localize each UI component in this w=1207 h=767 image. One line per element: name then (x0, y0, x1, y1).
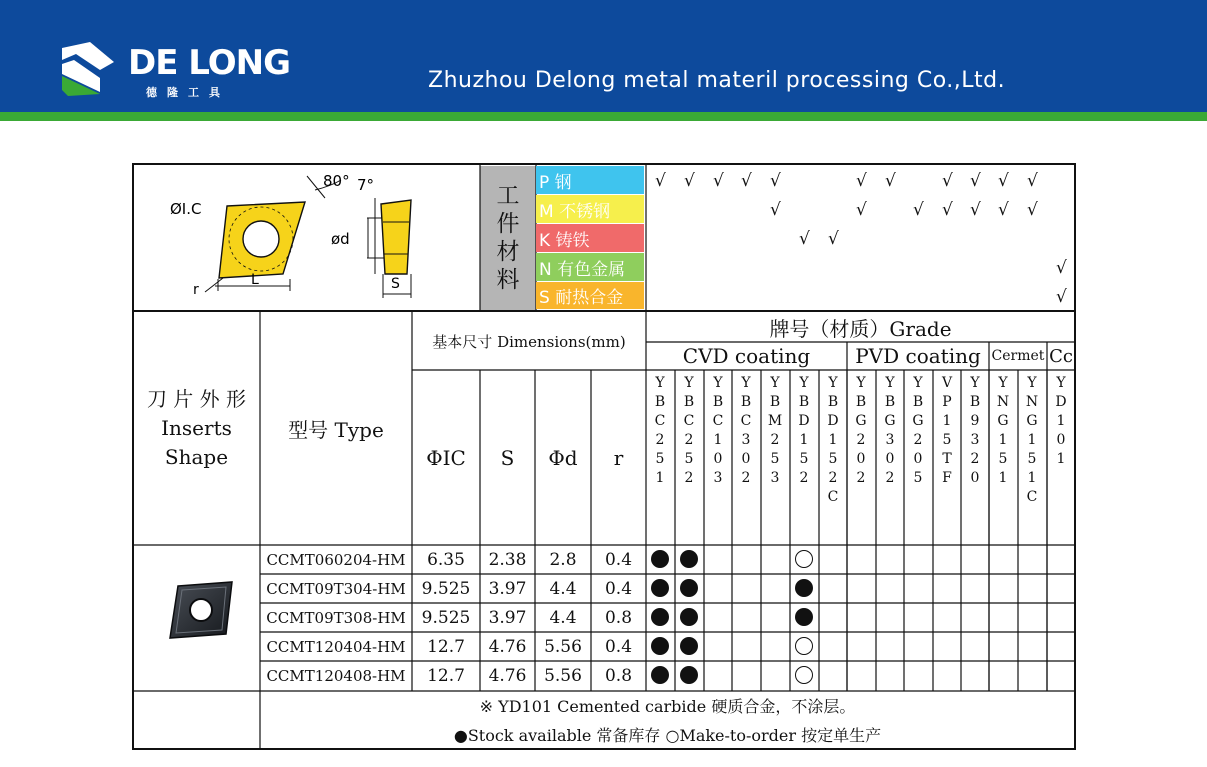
material-check-mark: √ (799, 229, 810, 249)
grade-header-char: B (740, 394, 752, 410)
material-check-mark: √ (885, 171, 896, 191)
dimension-cell-s: 3.97 (488, 578, 527, 599)
make-to-order-circle (795, 550, 813, 568)
grade-header-char: B (912, 394, 924, 410)
grade-header-char: 3 (741, 432, 751, 448)
grade-header-char: D (1055, 394, 1067, 410)
grade-header-char: C (683, 413, 695, 429)
grade-header-char: G (855, 413, 867, 429)
grade-header-char: 2 (684, 470, 694, 486)
grade-header-char: V (941, 375, 953, 391)
grade-header-char: N (996, 394, 1010, 410)
material-n: N 有色金属 (536, 253, 644, 281)
material-check-mark: √ (770, 171, 781, 191)
d-label: ød (331, 230, 350, 248)
angle-label: 80° (323, 172, 350, 190)
grade-header-char: G (912, 413, 924, 429)
grade-header-char: Y (741, 375, 751, 391)
material-check-mark: √ (998, 171, 1009, 191)
grade-header-char: B (855, 394, 867, 410)
insert-photo-icon (168, 580, 234, 640)
grade-header-char: G (1026, 413, 1038, 429)
dimension-header-0: ΦIC (426, 445, 466, 470)
s-label: S (391, 276, 400, 292)
material-check-mark: √ (913, 200, 924, 220)
workpiece-char: 工 (496, 183, 520, 209)
cc-header: Cc (1049, 345, 1073, 367)
material-p: P 钢 (536, 166, 644, 194)
make-to-order-circle (795, 637, 813, 655)
grade-header-char: 2 (741, 470, 751, 486)
material-check-mark: √ (1056, 287, 1067, 307)
stock-available-dot (680, 550, 698, 568)
grade-header-char: 3 (970, 432, 980, 448)
dimensions-header: 基本尺寸 Dimensions(mm) (432, 332, 626, 351)
workpiece-char: 料 (496, 267, 520, 293)
dimension-cell-d: 2.8 (549, 549, 577, 570)
grade-header-char: D (827, 413, 839, 429)
dimension-cell-d: 5.56 (544, 636, 582, 657)
grade-header-char: Y (770, 375, 780, 391)
stock-available-dot (680, 637, 698, 655)
grade-header-char: 1 (1056, 451, 1066, 467)
r-label: r (193, 282, 199, 298)
grade-header-char: Y (684, 375, 694, 391)
grade-header-char: C (1026, 489, 1038, 505)
material-m: M 不锈钢 (536, 195, 644, 223)
dimension-cell-s: 3.97 (488, 607, 527, 628)
model-cell: CCMT120404-HM (266, 637, 406, 656)
stock-available-dot (795, 579, 813, 597)
dimension-cell-r: 0.8 (604, 607, 633, 628)
stock-available-dot (680, 666, 698, 684)
material-check-mark: √ (655, 171, 666, 191)
dimension-header-2: Φd (548, 445, 578, 470)
shape-header-en2: Shape (164, 444, 229, 469)
grade-header-char: C (740, 413, 752, 429)
material-check-mark: √ (998, 200, 1009, 220)
grade-header-char: 0 (885, 451, 895, 467)
grade-header-char: C (654, 413, 666, 429)
grade-header-char: Y (1056, 375, 1066, 391)
stock-available-dot (680, 608, 698, 626)
material-check-mark: √ (1056, 258, 1067, 278)
grade-header-char: 1 (828, 432, 838, 448)
grade-header-char: T (942, 451, 952, 467)
cermet-header: Cermet (991, 348, 1045, 364)
grade-header-char: C (712, 413, 724, 429)
grade-header-char: 1 (998, 432, 1008, 448)
dimension-header-3: r (613, 445, 624, 470)
grade-header-char: 5 (655, 451, 665, 467)
grade-header-char: 0 (741, 451, 751, 467)
grade-header-char: B (969, 394, 981, 410)
dimension-cell-ic: 12.7 (427, 666, 465, 686)
type-header: 型号 Type (288, 417, 384, 442)
grade-header: 牌号（材质）Grade (769, 316, 952, 341)
grade-header-char: 2 (885, 470, 895, 486)
material-s: S 耐热合金 (536, 282, 644, 309)
model-cell: CCMT060204-HM (266, 550, 406, 569)
grade-header-char: G (997, 413, 1009, 429)
grade-header-char: Y (1027, 375, 1037, 391)
grade-header-char: 5 (684, 451, 694, 467)
grade-header-char: 2 (856, 432, 866, 448)
grade-header-char: 1 (655, 470, 665, 486)
note-line-2: ●Stock available 常备库存 ○Make-to-order 按定单生产 (453, 726, 882, 745)
model-cell: CCMT120408-HM (266, 667, 406, 685)
grade-header-char: Y (913, 375, 923, 391)
stock-available-dot (795, 608, 813, 626)
material-check-mark: √ (942, 171, 953, 191)
grade-header-char: Y (713, 375, 723, 391)
company-name: Zhuzhou Delong metal materil processing Co.,Ltd. (428, 68, 1006, 93)
grade-header-char: 0 (913, 451, 923, 467)
grade-header-char: B (798, 394, 810, 410)
logo-text: DE LONG (128, 43, 291, 83)
model-cell: CCMT09T304-HM (266, 579, 406, 598)
grade-header-char: 5 (913, 470, 923, 486)
grade-header-char: 5 (1027, 451, 1037, 467)
grade-header-char: C (827, 489, 839, 505)
dimension-cell-ic: 12.7 (427, 636, 465, 657)
grade-header-char: F (942, 470, 952, 486)
dimension-cell-ic: 6.35 (427, 549, 465, 570)
material-check-mark: √ (684, 171, 695, 191)
grade-header-char: M (767, 413, 783, 429)
dimension-cell-ic: 9.525 (421, 578, 471, 599)
grade-header-char: Y (970, 375, 980, 391)
dimension-cell-d: 4.4 (549, 578, 577, 599)
grade-header-char: 1 (1056, 413, 1066, 429)
stock-available-dot (651, 637, 669, 655)
make-to-order-circle (795, 666, 813, 684)
stock-available-dot (680, 579, 698, 597)
grade-header-char: B (769, 394, 781, 410)
material-check-mark: √ (942, 200, 953, 220)
clearance-label: 7° (357, 176, 375, 194)
grade-header-char: 3 (885, 432, 895, 448)
dimension-cell-d: 4.4 (549, 607, 577, 628)
l-label: L (251, 272, 259, 288)
grade-header-char: B (654, 394, 666, 410)
grade-header-char: 2 (684, 432, 694, 448)
grade-header-char: 2 (828, 470, 838, 486)
ic-label: ØI.C (170, 200, 202, 218)
dimension-cell-d: 5.56 (544, 666, 582, 686)
note-line-1: ※ YD101 Cemented carbide 硬质合金，不涂层。 (479, 697, 856, 716)
material-check-mark: √ (856, 171, 867, 191)
grade-header-char: 0 (713, 451, 723, 467)
stock-available-dot (651, 666, 669, 684)
grade-header-char: Y (998, 375, 1008, 391)
grade-header-char: 2 (970, 451, 980, 467)
dimension-cell-r: 0.8 (604, 666, 633, 686)
grade-header-char: 5 (799, 451, 809, 467)
grade-header-char: 1 (1027, 432, 1037, 448)
grade-header-char: 3 (713, 470, 723, 486)
grade-header-char: B (884, 394, 896, 410)
material-k: K 铸铁 (536, 224, 644, 252)
grade-header-char: 5 (942, 432, 952, 448)
grade-header-char: 1 (1027, 470, 1037, 486)
grade-header-char: 1 (799, 432, 809, 448)
grade-header-char: 9 (970, 413, 980, 429)
material-check-mark: √ (856, 200, 867, 220)
material-check-mark: √ (770, 200, 781, 220)
grade-header-char: 2 (655, 432, 665, 448)
grade-header-char: Y (828, 375, 838, 391)
dimension-header-1: S (500, 445, 515, 470)
grade-header-char: 2 (856, 470, 866, 486)
pvd-coating-header: PVD coating (855, 344, 981, 368)
logo-subtitle: 德隆工具 (146, 86, 230, 99)
workpiece-material-label (480, 166, 536, 310)
model-cell: CCMT09T308-HM (266, 608, 406, 627)
grade-header-char: 2 (799, 470, 809, 486)
material-check-mark: √ (741, 171, 752, 191)
grade-header-char: 5 (770, 451, 780, 467)
material-check-mark: √ (1027, 171, 1038, 191)
stock-available-dot (651, 608, 669, 626)
insert-diagram (135, 166, 477, 310)
dimension-cell-s: 4.76 (488, 636, 527, 657)
grade-header-char: 3 (770, 470, 780, 486)
dimension-cell-r: 0.4 (604, 578, 633, 599)
dimension-cell-s: 2.38 (488, 549, 527, 570)
material-check-mark: √ (828, 229, 839, 249)
grade-header-char: B (712, 394, 724, 410)
grade-header-char: 2 (913, 432, 923, 448)
grade-header-char: 0 (1056, 432, 1066, 448)
workpiece-char: 件 (496, 211, 520, 237)
grade-header-char: G (884, 413, 896, 429)
workpiece-char: 材 (496, 239, 520, 265)
grade-header-char: N (1025, 394, 1039, 410)
grade-header-char: 0 (856, 451, 866, 467)
shape-header-cn: 刀 片 外 形 (146, 386, 247, 411)
grade-header-char: 0 (970, 470, 980, 486)
dimension-cell-r: 0.4 (604, 549, 633, 570)
material-check-mark: √ (970, 171, 981, 191)
stock-available-dot (651, 550, 669, 568)
grade-header-char: D (798, 413, 810, 429)
dimension-cell-r: 0.4 (604, 636, 633, 657)
dimension-cell-s: 4.76 (488, 666, 527, 686)
grade-header-char: 2 (770, 432, 780, 448)
grade-header-char: Y (856, 375, 866, 391)
grade-header-char: 1 (998, 470, 1008, 486)
material-check-mark: √ (970, 200, 981, 220)
grade-header-char: Y (655, 375, 665, 391)
grade-header-char: B (827, 394, 839, 410)
grade-header-char: Y (885, 375, 895, 391)
dimension-cell-ic: 9.525 (421, 607, 471, 628)
grade-header-char: B (683, 394, 695, 410)
material-check-mark: √ (1027, 200, 1038, 220)
shape-header-en1: Inserts (161, 415, 232, 440)
grade-header-char: P (942, 394, 952, 410)
grade-header-char: 1 (942, 413, 952, 429)
shape-header (133, 312, 260, 544)
material-check-mark: √ (713, 171, 724, 191)
cvd-coating-header: CVD coating (682, 344, 811, 368)
grade-header-char: 1 (713, 432, 723, 448)
grade-header-char: 5 (998, 451, 1008, 467)
grade-header-char: 5 (828, 451, 838, 467)
stock-available-dot (651, 579, 669, 597)
grade-header-char: Y (799, 375, 809, 391)
